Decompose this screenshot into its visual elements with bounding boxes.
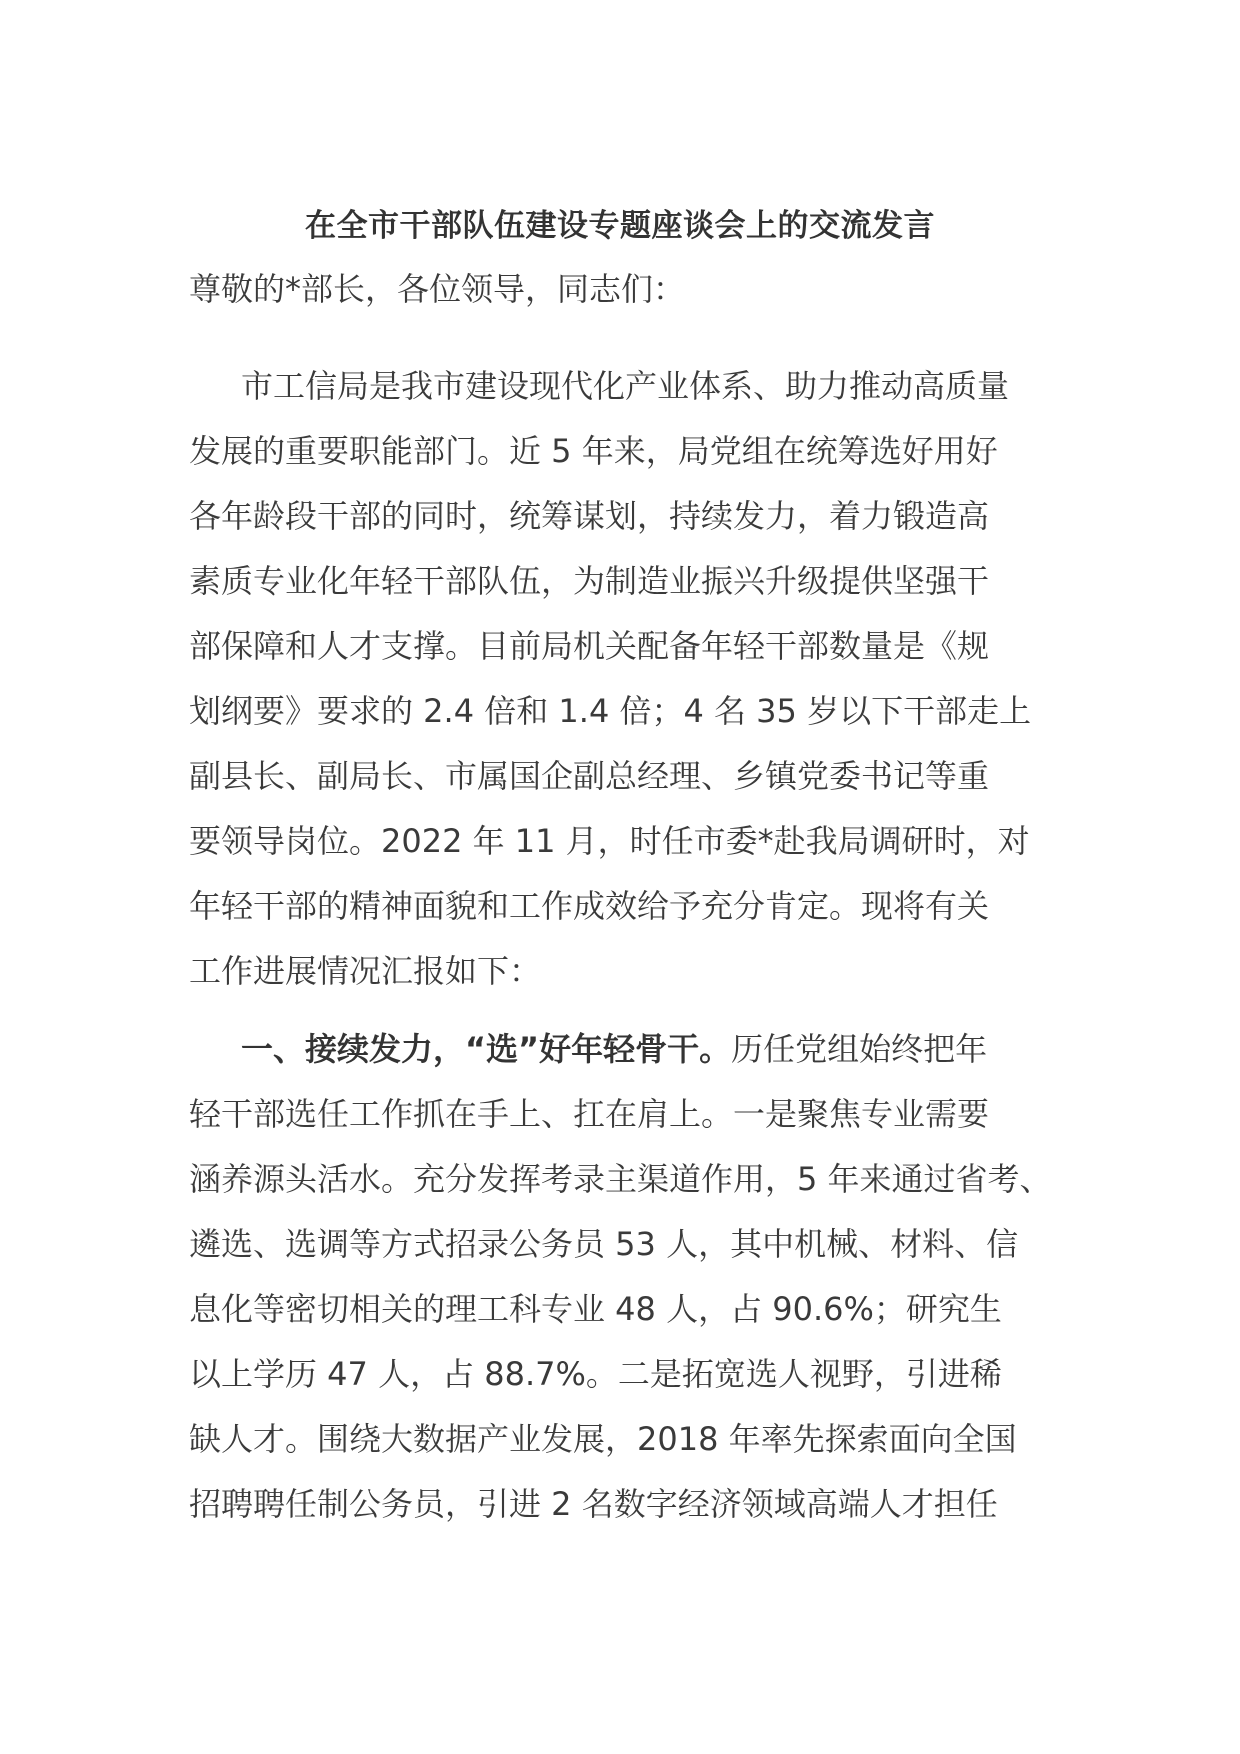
paragraph-line: 划纲要》要求的 2.4 倍和 1.4 倍；4 名 35 岁以下干部走上: [189, 692, 1032, 730]
section-heading: 一、接续发力，“选”好年轻骨干。: [241, 1030, 732, 1068]
heading-continuation: 历任党组始终把年: [731, 1030, 988, 1068]
paragraph-line: 部保障和人才支撑。目前局机关配备年轻干部数量是《规: [189, 627, 990, 665]
paragraph-first-line: [189, 1017, 1059, 1082]
paragraph-line: 副县长、副局长、市属国企副总经理、乡镇党委书记等重: [189, 757, 990, 795]
paragraph-line: 素质专业化年轻干部队伍，为制造业振兴升级提供坚强干: [189, 562, 990, 600]
document-title: 在全市干部队伍建设专题座谈会上的交流发言: [305, 208, 935, 244]
paragraph-line: 息化等密切相关的理工科专业 48 人，占 90.6%；研究生: [189, 1290, 1002, 1328]
paragraph-line: 发展的重要职能部门。近 5 年来，局党组在统筹选好用好: [189, 432, 998, 470]
paragraph-line: 招聘聘任制公务员，引进 2 名数字经济领域高端人才担任: [189, 1485, 998, 1523]
salutation: 尊敬的*部长，各位领导，同志们：: [189, 270, 686, 308]
paragraph-line: 各年龄段干部的同时，统筹谋划，持续发力，着力锻造高: [189, 497, 990, 535]
paragraph-line: 涵养源头活水。充分发挥考录主渠道作用，5 年来通过省考、: [189, 1160, 1052, 1198]
paragraph-line: 市工信局是我市建设现代化产业体系、助力推动高质量: [241, 367, 1010, 405]
paragraph-line: 工作进展情况汇报如下：: [189, 952, 542, 990]
paragraph-line: 缺人才。围绕大数据产业发展，2018 年率先探索面向全国: [189, 1420, 1017, 1458]
paragraph-2: [189, 1017, 1059, 1537]
paragraph-line: 轻干部选任工作抓在手上、扛在肩上。一是聚焦专业需要: [189, 1095, 990, 1133]
paragraph-line: 以上学历 47 人，占 88.7%。二是拓宽选人视野，引进稀: [189, 1355, 1002, 1393]
paragraph-line: 要领导岗位。2022 年 11 月，时任市委*赴我局调研时，对: [189, 822, 1030, 860]
paragraph-line: 年轻干部的精神面貌和工作成效给予充分肯定。现将有关: [189, 887, 990, 925]
paragraph-1: [189, 354, 1059, 1004]
paragraph-line: 遴选、选调等方式招录公务员 53 人，其中机械、材料、信: [189, 1225, 1019, 1263]
